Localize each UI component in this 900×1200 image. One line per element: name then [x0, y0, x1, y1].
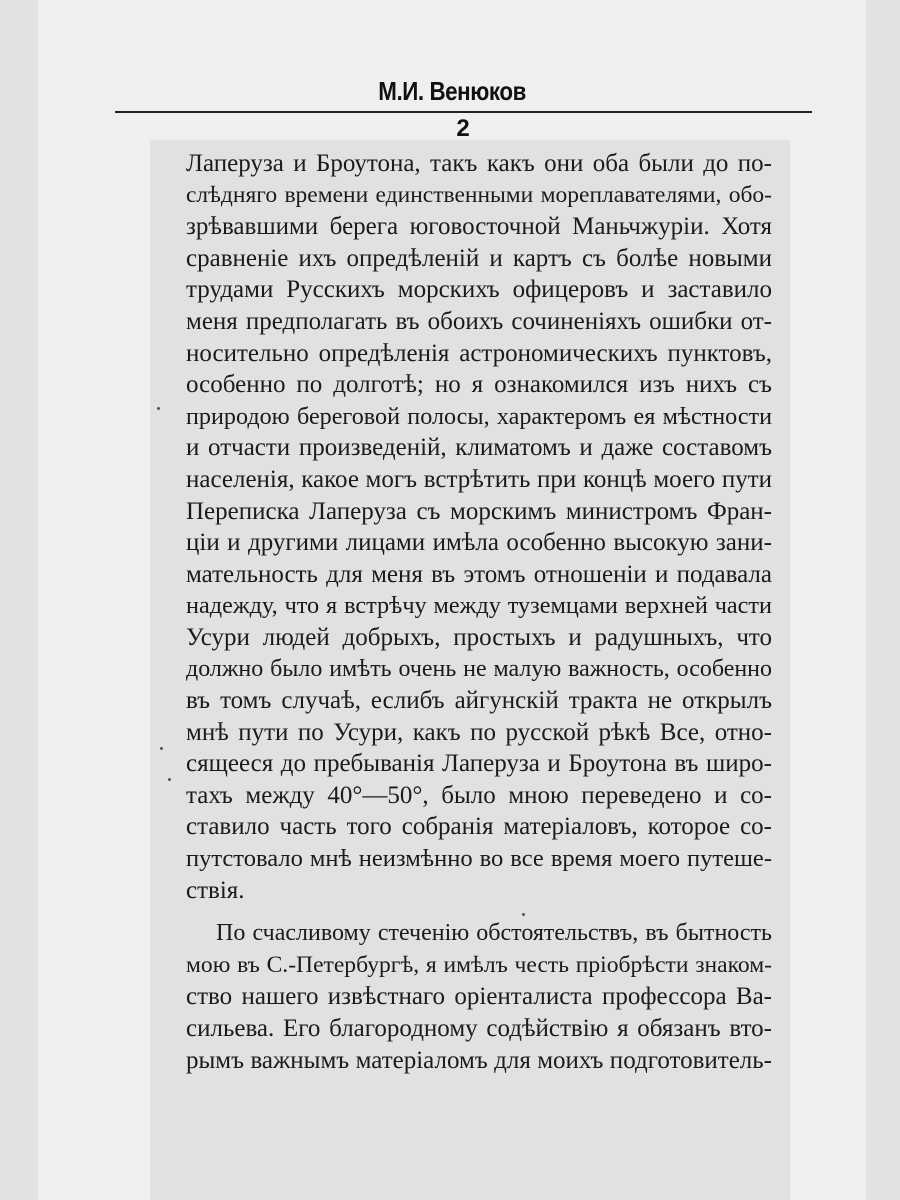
running-head-author: М.И. Венюков — [378, 76, 526, 106]
text-line: сравненіе ихъ опредѣленій и картъ съ болѣе новыми — [186, 244, 772, 272]
text-line: мательность для меня въ этомъ отношеніи и подавала — [186, 560, 772, 588]
text-line: въ томъ случаѣ, еслибъ айгунскій тракта не открылъ — [186, 687, 772, 715]
text-line: и отчасти произведеній, климатомъ и даже составомъ — [186, 434, 772, 462]
paragraph-gap — [186, 906, 772, 918]
page-number: 2 — [456, 115, 470, 142]
text-line: По счасливому стеченію обстоятельствъ, въ бытность — [216, 920, 772, 947]
scan-speck — [522, 913, 525, 916]
text-line: сящееся до пребыванія Лаперуза и Броутона въ широ- — [186, 750, 772, 778]
scan-speck — [160, 747, 163, 750]
scan-speck — [168, 778, 171, 781]
text-line: путстовало мнѣ неизмѣнно во все время моего путеше- — [186, 845, 772, 873]
text-line: ствія. — [186, 876, 245, 904]
text-line: мнѣ пути по Усури, какъ по русской рѣкѣ Все, отно- — [186, 718, 772, 746]
text-line: рымъ важнымъ матеріаломъ для моихъ подготовитель- — [186, 1046, 772, 1074]
text-body — [186, 148, 772, 1076]
text-line: Переписка Лаперуза съ морскимъ министромъ Фран- — [186, 497, 772, 525]
text-line: трудами Русскихъ морскихъ офицеровъ и заставило — [186, 276, 772, 304]
page-left-margin — [0, 0, 38, 1200]
text-line: ставило часть того собранія матеріаловъ, которое со- — [186, 813, 772, 841]
text-line: природою береговой полосы, характеромъ ея мѣстности — [186, 402, 772, 430]
text-line: носительно опредѣленія астрономическихъ пунктовъ, — [186, 339, 772, 367]
paragraph-1 — [186, 148, 772, 906]
text-line: надежду, что я встрѣчу между туземцами верхней части — [186, 592, 772, 620]
scan-speck — [157, 407, 160, 410]
text-line: зрѣвавшими берега юговосточной Маньчжуріи. Хотя — [186, 213, 772, 241]
text-line: особенно по долготѣ; но я ознакомился изъ нихъ съ — [186, 371, 772, 399]
text-line: мою въ С.-Петербургѣ, я имѣлъ честь пріобрѣсти знаком- — [186, 951, 772, 978]
text-line: населенія, какое могъ встрѣтить при концѣ моего пути — [186, 465, 772, 493]
text-line: меня предполагать въ обоихъ сочиненіяхъ ошибки от- — [186, 307, 772, 335]
paragraph-2 — [186, 918, 772, 1076]
header-rule — [115, 111, 812, 113]
text-line: ство нашего извѣстнаго оріенталиста профессора Ва- — [186, 983, 772, 1011]
text-line: тахъ между 40°—50°, было мною переведено и со- — [186, 781, 772, 809]
text-line: ціи и другими лицами имѣла особенно высокую зани- — [186, 529, 772, 557]
text-line: сильева. Его благородному содѣйствію я обязанъ вто- — [186, 1015, 772, 1043]
text-line: Усури людей добрыхъ, простыхъ и радушныхъ, что — [186, 623, 772, 651]
text-line: Лаперуза и Броутона, такъ какъ они оба были до по- — [186, 150, 772, 177]
page-right-margin — [866, 0, 900, 1200]
text-line: должно было имѣть очень не малую важность, особенно — [186, 655, 772, 682]
text-line: слѣдняго времени единственными мореплавателями, обо- — [186, 181, 772, 208]
